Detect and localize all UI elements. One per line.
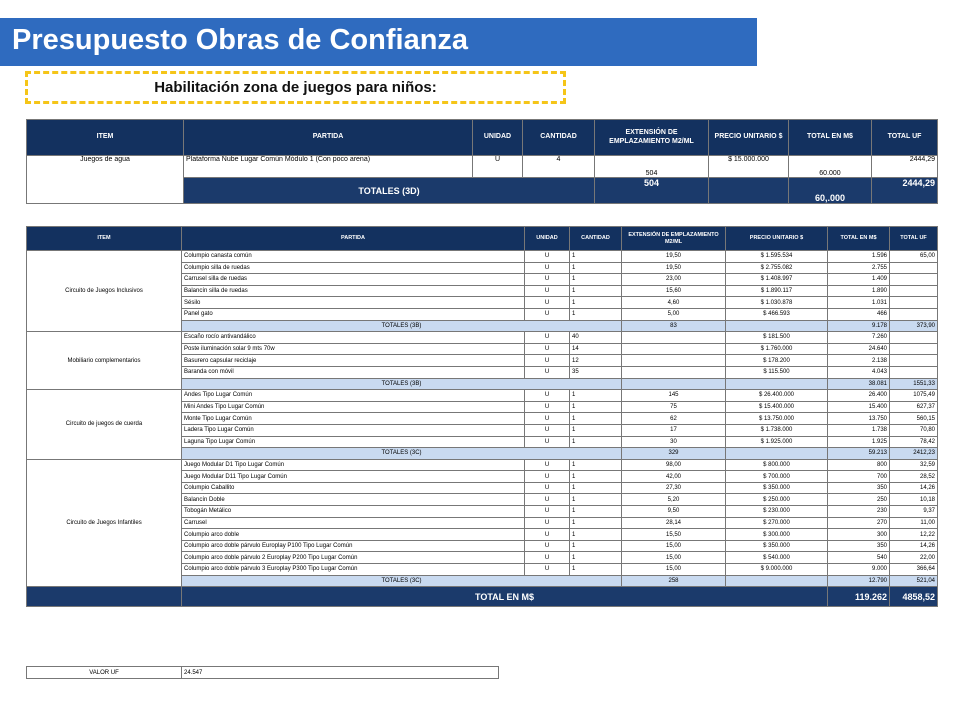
total-uf-cell: 78,42: [890, 436, 938, 448]
total-m-cell: 7.260: [828, 332, 890, 344]
precio-cell: $ 26.400.000: [726, 390, 828, 402]
cantidad-cell: 1: [570, 494, 622, 506]
total-m-cell: 1.031: [828, 297, 890, 309]
total-uf-cell: 2444,29: [872, 156, 938, 178]
total-uf-cell: [890, 262, 938, 274]
cantidad-cell: 1: [570, 529, 622, 541]
unidad-cell: U: [525, 297, 570, 309]
header-extension: EXTENSIÓN DE EMPLAZAMIENTO M2/ML: [595, 120, 709, 156]
cantidad-cell: 1: [570, 401, 622, 413]
total-uf-cell: 32,59: [890, 459, 938, 471]
totals-total-uf: 2444,29: [872, 178, 938, 204]
cantidad-cell: 1: [570, 471, 622, 483]
extension-cell: [622, 355, 726, 367]
unidad-cell: U: [525, 366, 570, 378]
total-m-cell: 800: [828, 459, 890, 471]
total-m-cell: 9.000: [828, 564, 890, 576]
extension-cell: 30: [622, 436, 726, 448]
cantidad-cell: 1: [570, 482, 622, 494]
total-m-cell: 1.925: [828, 436, 890, 448]
total-uf-cell: [890, 332, 938, 344]
unidad-cell: U: [525, 274, 570, 286]
total-uf-cell: [890, 355, 938, 367]
header-cantidad: CANTIDAD: [523, 120, 595, 156]
precio-cell: $ 9.000.000: [726, 564, 828, 576]
partida-cell: Tobogán Metálico: [182, 506, 525, 518]
precio-cell: $ 540.000: [726, 552, 828, 564]
extension-cell: 27,30: [622, 482, 726, 494]
header-total-m: TOTAL EN M$: [828, 227, 890, 251]
extension-cell: 9,50: [622, 506, 726, 518]
partida-cell: Andes Tipo Lugar Común: [182, 390, 525, 402]
unidad-cell: U: [525, 517, 570, 529]
item-cell: Mobiliario complementarios: [27, 332, 182, 390]
subtotal-empty: [726, 575, 828, 587]
total-uf-cell: [890, 285, 938, 297]
play-circuits-table: [26, 226, 938, 607]
header-item: ITEM: [27, 120, 184, 156]
total-m-cell: 4.043: [828, 366, 890, 378]
header-item: ITEM: [27, 227, 182, 251]
cantidad-cell: 1: [570, 459, 622, 471]
extension-cell: 15,00: [622, 564, 726, 576]
total-m-cell: 250: [828, 494, 890, 506]
totals-extension: 504: [595, 178, 709, 204]
total-uf-cell: 560,15: [890, 413, 938, 425]
cantidad-cell: 1: [570, 552, 622, 564]
total-m-cell: 2.755: [828, 262, 890, 274]
extension-cell: [622, 366, 726, 378]
precio-cell: $ 178.200: [726, 355, 828, 367]
header-total-uf: TOTAL UF: [890, 227, 938, 251]
extension-cell: 15,00: [622, 552, 726, 564]
header-partida: PARTIDA: [182, 227, 525, 251]
cantidad-cell: 1: [570, 436, 622, 448]
precio-cell: $ 230.000: [726, 506, 828, 518]
total-uf-cell: 65,00: [890, 251, 938, 263]
unidad-cell: U: [525, 355, 570, 367]
partida-cell: Laguna Tipo Lugar Común: [182, 436, 525, 448]
partida-cell: Carrusel silla de ruedas: [182, 274, 525, 286]
precio-cell: $ 270.000: [726, 517, 828, 529]
total-m-cell: 1.409: [828, 274, 890, 286]
total-uf-cell: 11,00: [890, 517, 938, 529]
precio-cell: $ 350.000: [726, 482, 828, 494]
partida-cell: Ladera Tipo Lugar Común: [182, 424, 525, 436]
extension-cell: 5,00: [622, 308, 726, 320]
cantidad-cell: 1: [570, 564, 622, 576]
subtotal-total-uf: 373,90: [890, 320, 938, 332]
cantidad-cell: 1: [570, 517, 622, 529]
subtotal-extension: 258: [622, 575, 726, 587]
totals-label: TOTALES (3D): [184, 178, 595, 204]
total-uf-cell: 70,80: [890, 424, 938, 436]
subtotal-total-m: 9.178: [828, 320, 890, 332]
grand-total-label: TOTAL EN M$: [182, 587, 828, 607]
partida-cell: Carrusel: [182, 517, 525, 529]
header-cantidad: CANTIDAD: [570, 227, 622, 251]
precio-cell: $ 1.738.000: [726, 424, 828, 436]
partida-cell: Balancín silla de ruedas: [182, 285, 525, 297]
extension-cell: 28,14: [622, 517, 726, 529]
header-precio: PRECIO UNITARIO $: [709, 120, 789, 156]
total-uf-cell: 9,37: [890, 506, 938, 518]
cantidad-cell: 1: [570, 308, 622, 320]
cantidad-cell: 1: [570, 390, 622, 402]
precio-cell: $ 350.000: [726, 540, 828, 552]
cantidad-cell: 1: [570, 297, 622, 309]
subtotal-label: TOTALES (3C): [182, 575, 622, 587]
total-uf-cell: 1075,49: [890, 390, 938, 402]
subtotal-extension: [622, 378, 726, 390]
total-m-cell: 1.738: [828, 424, 890, 436]
total-uf-cell: 28,52: [890, 471, 938, 483]
unidad-cell: U: [525, 262, 570, 274]
uf-label: VALOR UF: [27, 667, 182, 679]
subtotal-label: TOTALES (3B): [182, 320, 622, 332]
total-m-cell: 540: [828, 552, 890, 564]
precio-cell: $ 181.500: [726, 332, 828, 344]
grand-total-empty: [27, 587, 182, 607]
partida-cell: Columpio arco doble párvulo 3 Europlay P300 Tipo Lugar Común: [182, 564, 525, 576]
header-total-uf: TOTAL UF: [872, 120, 938, 156]
grand-total-uf: 4858,52: [890, 587, 938, 607]
cantidad-cell: 1: [570, 251, 622, 263]
unidad-cell: U: [525, 436, 570, 448]
unidad-cell: U: [525, 540, 570, 552]
subtotal-extension: 329: [622, 448, 726, 460]
unidad-cell: U: [525, 251, 570, 263]
total-uf-cell: [890, 308, 938, 320]
subtotal-total-uf: 1551,33: [890, 378, 938, 390]
precio-cell: $ 700.000: [726, 471, 828, 483]
unidad-cell: U: [525, 529, 570, 541]
page-title: Presupuesto Obras de Confianza: [12, 24, 469, 56]
extension-cell: 15,50: [622, 529, 726, 541]
precio-cell: $ 1.030.878: [726, 297, 828, 309]
partida-cell: Mini Andes Tipo Lugar Común: [182, 401, 525, 413]
table-row: [27, 251, 938, 263]
subtitle-box: [25, 71, 566, 104]
extension-cell: 62: [622, 413, 726, 425]
cantidad-cell: 1: [570, 285, 622, 297]
unidad-cell: U: [525, 332, 570, 344]
partida-cell: Sésilo: [182, 297, 525, 309]
subtotal-total-m: 38.081: [828, 378, 890, 390]
partida-cell: Basurero capsular reciclaje: [182, 355, 525, 367]
total-m-cell: 1.890: [828, 285, 890, 297]
unidad-cell: U: [525, 401, 570, 413]
total-m-cell: 230: [828, 506, 890, 518]
subtotal-total-uf: 521,04: [890, 575, 938, 587]
header-extension: EXTENSIÓN DE EMPLAZAMIENTO M2/ML: [622, 227, 726, 251]
item-cell: Circuito de juegos de cuerda: [27, 390, 182, 460]
table-header: [27, 120, 938, 156]
extension-cell: [622, 343, 726, 355]
total-m-cell: 1.596: [828, 251, 890, 263]
total-uf-cell: [890, 297, 938, 309]
unidad-cell: U: [525, 459, 570, 471]
partida-cell: Columpio silla de ruedas: [182, 262, 525, 274]
cantidad-cell: 12: [570, 355, 622, 367]
unidad-cell: U: [525, 482, 570, 494]
water-games-table: [26, 119, 938, 204]
item-cell: Juegos de agua: [27, 156, 184, 204]
unidad-cell: U: [525, 308, 570, 320]
unidad-cell: U: [525, 494, 570, 506]
extension-cell: 4,60: [622, 297, 726, 309]
total-uf-cell: 627,37: [890, 401, 938, 413]
precio-cell: $ 1.408.997: [726, 274, 828, 286]
extension-cell: 15,60: [622, 285, 726, 297]
partida-cell: Plataforma Nube Lugar Común Módulo 1 (Con poco arena): [184, 156, 473, 178]
total-uf-cell: 10,18: [890, 494, 938, 506]
unidad-cell: U: [525, 413, 570, 425]
subtotal-label: TOTALES (3C): [182, 448, 622, 460]
extension-cell: 23,00: [622, 274, 726, 286]
header-partida: PARTIDA: [184, 120, 473, 156]
total-m-cell: 24.640: [828, 343, 890, 355]
item-cell: Circuito de Juegos Infantiles: [27, 459, 182, 587]
cantidad-cell: 1: [570, 413, 622, 425]
subtotal-empty: [726, 320, 828, 332]
total-m-cell: 13.750: [828, 413, 890, 425]
extension-cell: 19,50: [622, 251, 726, 263]
partida-cell: Columpio canasta común: [182, 251, 525, 263]
page-subtitle: Habilitación zona de juegos para niños:: [154, 79, 437, 96]
total-uf-cell: [890, 274, 938, 286]
cantidad-cell: 1: [570, 274, 622, 286]
totals-total-m: 60,.000: [789, 178, 872, 204]
total-uf-cell: 14,26: [890, 540, 938, 552]
extension-cell: 19,50: [622, 262, 726, 274]
table-row: [27, 332, 938, 344]
total-m-cell: 60.000: [789, 156, 872, 178]
extension-cell: 145: [622, 390, 726, 402]
total-m-cell: 466: [828, 308, 890, 320]
grand-total-m: 119.262: [828, 587, 890, 607]
extension-cell: 98,00: [622, 459, 726, 471]
uf-value-table: [26, 666, 499, 679]
precio-cell: $ 1.890.117: [726, 285, 828, 297]
cantidad-cell: 14: [570, 343, 622, 355]
extension-cell: 17: [622, 424, 726, 436]
header-unidad: UNIDAD: [525, 227, 570, 251]
unidad-cell: U: [525, 506, 570, 518]
unidad-cell: U: [525, 552, 570, 564]
grand-total-row: [27, 587, 938, 607]
unidad-cell: U: [525, 471, 570, 483]
cantidad-cell: 4: [523, 156, 595, 178]
total-m-cell: 350: [828, 482, 890, 494]
total-m-cell: 2.138: [828, 355, 890, 367]
cantidad-cell: 1: [570, 506, 622, 518]
extension-cell: 504: [595, 156, 709, 178]
header-precio: PRECIO UNITARIO $: [726, 227, 828, 251]
table-header: [27, 227, 938, 251]
partida-cell: Poste iluminación solar 9 mts 70w: [182, 343, 525, 355]
precio-cell: $ 1.925.000: [726, 436, 828, 448]
precio-cell: $ 1.760.000: [726, 343, 828, 355]
header-total-m: TOTAL EN M$: [789, 120, 872, 156]
extension-cell: 15,00: [622, 540, 726, 552]
partida-cell: Juego Modular D11 Tipo Lugar Común: [182, 471, 525, 483]
precio-cell: $ 250.000: [726, 494, 828, 506]
precio-cell: $ 2.755.082: [726, 262, 828, 274]
total-uf-cell: [890, 343, 938, 355]
unidad-cell: U: [525, 564, 570, 576]
uf-row: [27, 667, 499, 679]
total-uf-cell: 366,64: [890, 564, 938, 576]
partida-cell: Escaño rocío antivandálico: [182, 332, 525, 344]
cantidad-cell: 1: [570, 262, 622, 274]
header-unidad: UNIDAD: [473, 120, 523, 156]
total-m-cell: 700: [828, 471, 890, 483]
total-m-cell: 26.400: [828, 390, 890, 402]
precio-cell: $ 115.500: [726, 366, 828, 378]
unidad-cell: U: [525, 424, 570, 436]
precio-cell: $ 15.000.000: [709, 156, 789, 178]
partida-cell: Columpio Caballito: [182, 482, 525, 494]
unidad-cell: U: [525, 343, 570, 355]
subtotal-total-m: 59.213: [828, 448, 890, 460]
uf-value: 24.547: [182, 667, 499, 679]
partida-cell: Juego Modular D1 Tipo Lugar Común: [182, 459, 525, 471]
unidad-cell: U: [525, 390, 570, 402]
totals-empty: [709, 178, 789, 204]
partida-cell: Balancín Doble: [182, 494, 525, 506]
cantidad-cell: 40: [570, 332, 622, 344]
total-uf-cell: [890, 366, 938, 378]
extension-cell: 75: [622, 401, 726, 413]
precio-cell: $ 800.000: [726, 459, 828, 471]
subtotal-label: TOTALES (3B): [182, 378, 622, 390]
partida-cell: Columpio arco doble párvulo Europlay P100 Tipo Lugar Común: [182, 540, 525, 552]
cantidad-cell: 1: [570, 540, 622, 552]
table-row: [27, 459, 938, 471]
precio-cell: $ 1.595.534: [726, 251, 828, 263]
total-m-cell: 15.400: [828, 401, 890, 413]
cantidad-cell: 35: [570, 366, 622, 378]
extension-cell: 5,20: [622, 494, 726, 506]
total-m-cell: 300: [828, 529, 890, 541]
total-uf-cell: 12,22: [890, 529, 938, 541]
partida-cell: Monte Tipo Lugar Común: [182, 413, 525, 425]
extension-cell: [622, 332, 726, 344]
subtotal-total-m: 12.790: [828, 575, 890, 587]
partida-cell: Baranda con móvil: [182, 366, 525, 378]
precio-cell: $ 13.750.000: [726, 413, 828, 425]
total-m-cell: 270: [828, 517, 890, 529]
total-uf-cell: 14,26: [890, 482, 938, 494]
table-row: [27, 390, 938, 402]
partida-cell: Columpio arco doble párvulo 2 Europlay P200 Tipo Lugar Común: [182, 552, 525, 564]
subtotal-extension: 83: [622, 320, 726, 332]
precio-cell: $ 466.593: [726, 308, 828, 320]
unidad-cell: U: [525, 285, 570, 297]
title-banner: [0, 18, 757, 66]
partida-cell: Panel gato: [182, 308, 525, 320]
precio-cell: $ 15.400.000: [726, 401, 828, 413]
table-row: [27, 156, 938, 178]
cantidad-cell: 1: [570, 424, 622, 436]
total-uf-cell: 22,00: [890, 552, 938, 564]
subtotal-empty: [726, 378, 828, 390]
subtotal-empty: [726, 448, 828, 460]
item-cell: Circuito de Juegos Inclusivos: [27, 251, 182, 332]
extension-cell: 42,00: [622, 471, 726, 483]
precio-cell: $ 300.000: [726, 529, 828, 541]
partida-cell: Columpio arco doble: [182, 529, 525, 541]
total-m-cell: 350: [828, 540, 890, 552]
subtotal-total-uf: 2412,23: [890, 448, 938, 460]
unidad-cell: U: [473, 156, 523, 178]
